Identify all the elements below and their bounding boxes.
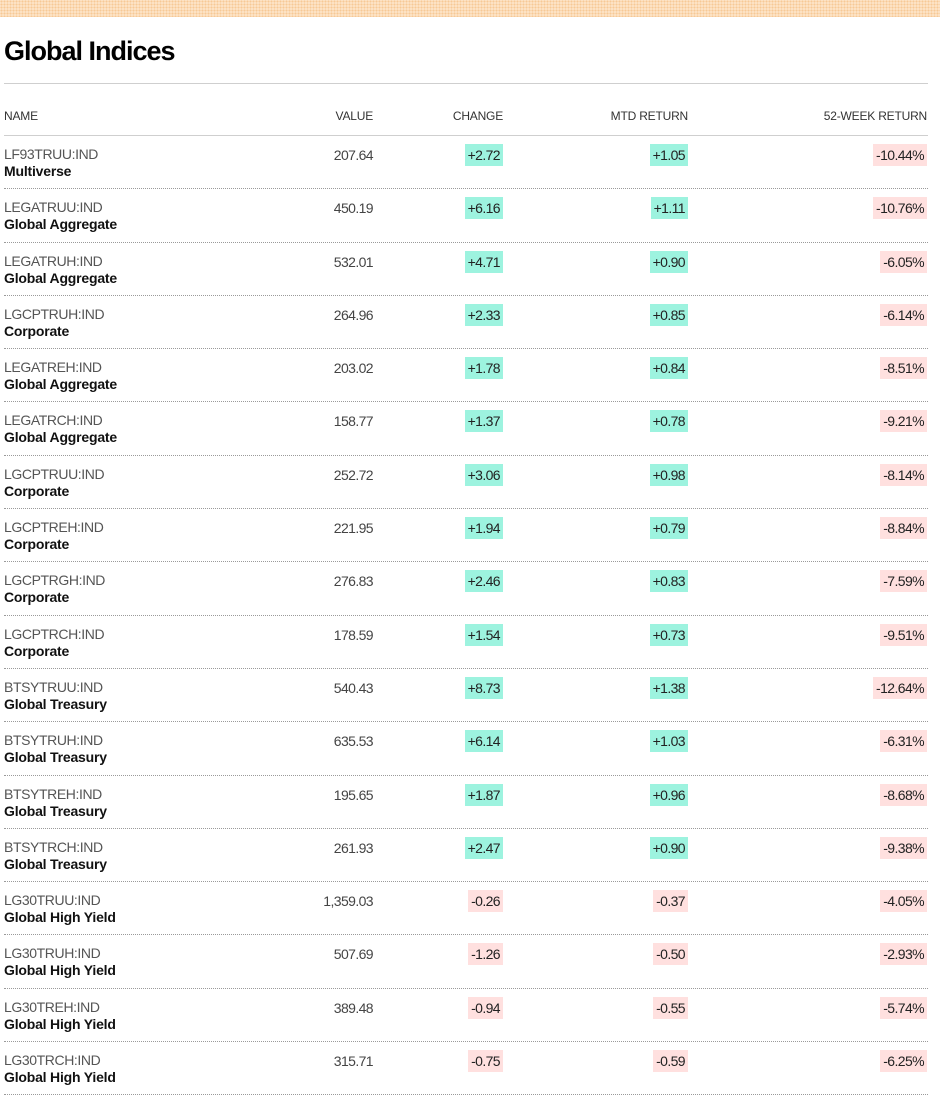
change-badge: +1.94 xyxy=(465,517,503,539)
change-badge: +2.47 xyxy=(465,837,503,859)
index-ticker[interactable]: LEGATRUU:IND xyxy=(4,199,103,216)
index-value: 315.71 xyxy=(333,1053,373,1070)
week52-return-badge: -9.38% xyxy=(880,837,927,859)
table-row[interactable] xyxy=(4,616,928,669)
table-row[interactable] xyxy=(4,402,928,455)
index-ticker[interactable]: LEGATRUH:IND xyxy=(4,252,103,269)
table-row[interactable] xyxy=(4,243,928,296)
week52-return-badge: -5.74% xyxy=(880,997,927,1019)
index-name: Corporate xyxy=(4,642,70,659)
change-badge: +6.16 xyxy=(465,197,503,219)
column-header-change[interactable]: CHANGE xyxy=(452,109,503,123)
index-value: 635.53 xyxy=(333,733,373,750)
index-value: 261.93 xyxy=(333,839,373,856)
mtd-return-badge: -0.50 xyxy=(653,943,688,965)
table-row[interactable] xyxy=(4,562,928,615)
mtd-return-badge: +0.90 xyxy=(650,251,688,273)
table-row[interactable] xyxy=(4,722,928,775)
change-badge: +1.37 xyxy=(465,410,503,432)
index-name: Global High Yield xyxy=(4,1015,116,1032)
column-header-name[interactable]: NAME xyxy=(4,109,38,123)
index-name: Corporate xyxy=(4,322,70,339)
mtd-return-badge: +0.90 xyxy=(650,837,688,859)
table-row[interactable] xyxy=(4,136,928,189)
mtd-return-badge: -0.55 xyxy=(653,997,688,1019)
week52-return-badge: -8.14% xyxy=(880,464,927,486)
index-ticker[interactable]: LGCPTRCH:IND xyxy=(4,625,105,642)
table-header xyxy=(4,84,928,136)
change-badge: +1.78 xyxy=(465,357,503,379)
index-name: Global Treasury xyxy=(4,749,107,766)
index-name: Global Treasury xyxy=(4,695,107,712)
table-row[interactable] xyxy=(4,1042,928,1095)
index-value: 276.83 xyxy=(333,573,373,590)
top-banner-strip xyxy=(0,0,940,17)
index-ticker[interactable]: LGCPTREH:IND xyxy=(4,519,104,536)
index-name: Global High Yield xyxy=(4,1069,116,1086)
index-value: 540.43 xyxy=(333,679,373,696)
mtd-return-badge: +1.05 xyxy=(650,144,688,166)
week52-return-badge: -6.14% xyxy=(880,304,927,326)
index-ticker[interactable]: LG30TRUH:IND xyxy=(4,945,101,962)
index-value: 507.69 xyxy=(333,946,373,963)
index-ticker[interactable]: LGCPTRUH:IND xyxy=(4,305,105,322)
table-row[interactable] xyxy=(4,669,928,722)
index-value: 532.01 xyxy=(333,253,373,270)
mtd-return-badge: +1.38 xyxy=(650,677,688,699)
index-value: 252.72 xyxy=(333,466,373,483)
change-badge: +2.72 xyxy=(465,144,503,166)
table-row[interactable] xyxy=(4,935,928,988)
index-ticker[interactable]: BTSYTRCH:IND xyxy=(4,838,103,855)
index-ticker[interactable]: LG30TRCH:IND xyxy=(4,1052,101,1069)
week52-return-badge: -4.05% xyxy=(880,890,927,912)
change-badge: +1.54 xyxy=(465,624,503,646)
index-value: 158.77 xyxy=(333,413,373,430)
index-value: 203.02 xyxy=(333,360,373,377)
change-badge: -0.75 xyxy=(468,1050,503,1072)
index-ticker[interactable]: BTSYTRUU:IND xyxy=(4,678,103,695)
index-ticker[interactable]: LGCPTRUU:IND xyxy=(4,465,105,482)
table-row[interactable] xyxy=(4,296,928,349)
change-badge: -1.26 xyxy=(468,943,503,965)
change-badge: -0.26 xyxy=(468,890,503,912)
index-name: Global Aggregate xyxy=(4,376,117,393)
mtd-return-badge: +0.84 xyxy=(650,357,688,379)
indices-table xyxy=(4,84,928,1095)
mtd-return-badge: +0.85 xyxy=(650,304,688,326)
index-value: 221.95 xyxy=(333,520,373,537)
index-value: 195.65 xyxy=(333,786,373,803)
index-value: 450.19 xyxy=(333,200,373,217)
mtd-return-badge: -0.59 xyxy=(653,1050,688,1072)
column-header-value[interactable]: VALUE xyxy=(335,109,373,123)
table-row[interactable] xyxy=(4,776,928,829)
mtd-return-badge: +0.78 xyxy=(650,410,688,432)
table-row[interactable] xyxy=(4,829,928,882)
change-badge: +3.06 xyxy=(465,464,503,486)
table-row[interactable] xyxy=(4,349,928,402)
table-row[interactable] xyxy=(4,509,928,562)
week52-return-badge: -10.44% xyxy=(873,144,927,166)
index-name: Corporate xyxy=(4,589,70,606)
change-badge: +6.14 xyxy=(465,730,503,752)
index-value: 389.48 xyxy=(333,999,373,1016)
index-ticker[interactable]: LG30TRUU:IND xyxy=(4,892,101,909)
mtd-return-badge: +0.79 xyxy=(650,517,688,539)
index-value: 264.96 xyxy=(333,306,373,323)
column-header-mtd-return[interactable]: MTD RETURN xyxy=(610,109,688,123)
index-value: 178.59 xyxy=(333,626,373,643)
week52-return-badge: -2.93% xyxy=(880,943,927,965)
index-name: Global Treasury xyxy=(4,855,107,872)
mtd-return-badge: +0.83 xyxy=(650,570,688,592)
column-header-52-week-return[interactable]: 52-WEEK RETURN xyxy=(823,109,927,123)
index-name: Global Aggregate xyxy=(4,269,117,286)
index-name: Multiverse xyxy=(4,163,72,179)
table-row[interactable] xyxy=(4,189,928,242)
index-ticker[interactable]: LF93TRUU:IND xyxy=(4,146,98,162)
index-value: 1,359.03 xyxy=(323,893,373,910)
index-ticker[interactable]: LG30TREH:IND xyxy=(4,998,100,1015)
change-badge: -0.94 xyxy=(468,997,503,1019)
page-title: Global Indices xyxy=(4,36,175,66)
mtd-return-badge: +0.73 xyxy=(650,624,688,646)
index-ticker[interactable]: LEGATREH:IND xyxy=(4,359,102,376)
week52-return-badge: -9.21% xyxy=(880,410,927,432)
week52-return-badge: -12.64% xyxy=(873,677,927,699)
change-badge: +1.87 xyxy=(465,784,503,806)
week52-return-badge: -8.51% xyxy=(880,357,927,379)
mtd-return-badge: +0.98 xyxy=(650,464,688,486)
change-badge: +8.73 xyxy=(465,677,503,699)
index-value: 207.64 xyxy=(333,147,373,163)
index-ticker[interactable]: LEGATRCH:IND xyxy=(4,412,103,429)
week52-return-badge: -9.51% xyxy=(880,624,927,646)
index-name: Global Aggregate xyxy=(4,216,117,233)
change-badge: +4.71 xyxy=(465,251,503,273)
index-name: Global Treasury xyxy=(4,802,107,819)
table-row[interactable] xyxy=(4,882,928,935)
mtd-return-badge: +1.03 xyxy=(650,730,688,752)
index-ticker[interactable]: BTSYTRUH:IND xyxy=(4,732,103,749)
mtd-return-badge: +1.11 xyxy=(651,197,688,219)
index-name: Global High Yield xyxy=(4,962,116,979)
week52-return-badge: -6.25% xyxy=(880,1050,927,1072)
change-badge: +2.33 xyxy=(465,304,503,326)
table-row[interactable] xyxy=(4,989,928,1042)
index-name: Corporate xyxy=(4,482,70,499)
week52-return-badge: -7.59% xyxy=(880,570,927,592)
index-name: Global High Yield xyxy=(4,909,116,926)
change-badge: +2.46 xyxy=(465,570,503,592)
index-name: Corporate xyxy=(4,536,70,553)
table-body xyxy=(4,136,928,1095)
mtd-return-badge: -0.37 xyxy=(653,890,688,912)
week52-return-badge: -8.84% xyxy=(880,517,927,539)
week52-return-badge: -8.68% xyxy=(880,784,927,806)
mtd-return-badge: +0.96 xyxy=(650,784,688,806)
table-row[interactable] xyxy=(4,456,928,509)
week52-return-badge: -6.05% xyxy=(880,251,927,273)
week52-return-badge: -10.76% xyxy=(873,197,927,219)
index-name: Global Aggregate xyxy=(4,429,117,446)
index-ticker[interactable]: LGCPTRGH:IND xyxy=(4,572,105,589)
week52-return-badge: -6.31% xyxy=(880,730,927,752)
index-ticker[interactable]: BTSYTREH:IND xyxy=(4,785,102,802)
